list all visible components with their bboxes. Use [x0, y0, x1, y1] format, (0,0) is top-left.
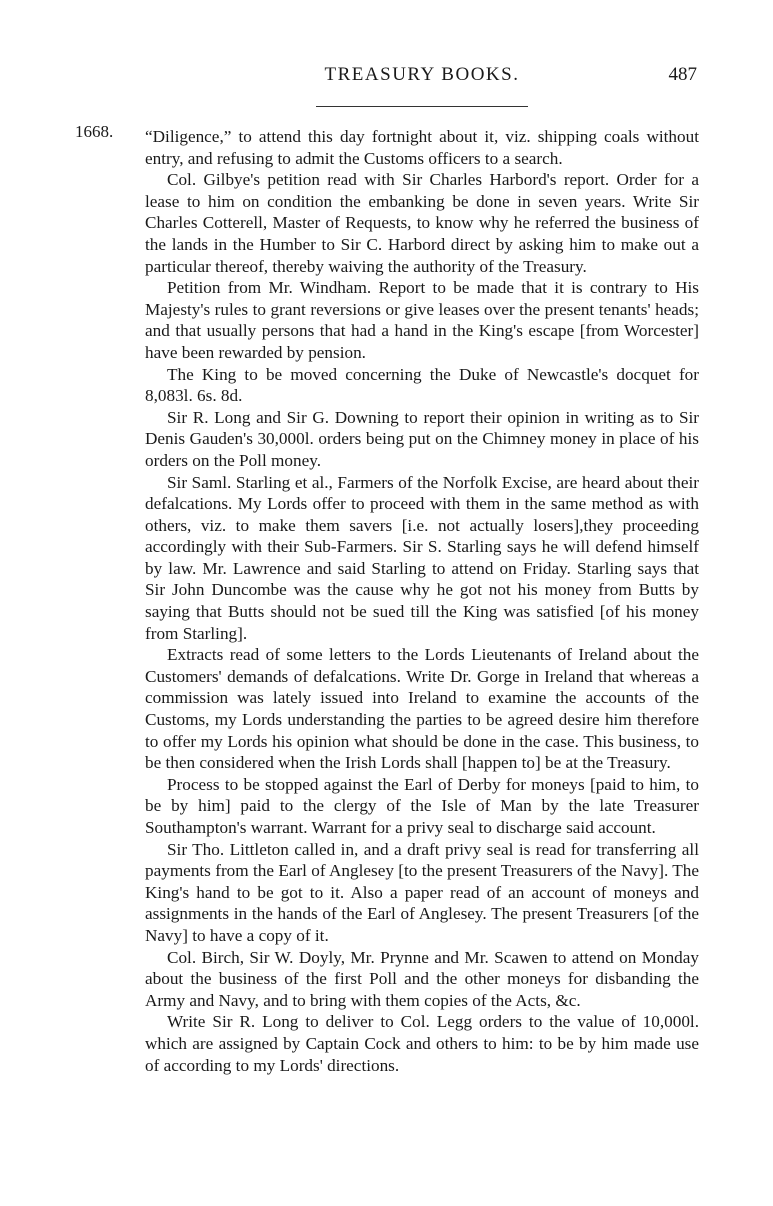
paragraph-gilbye-petition: Col. Gilbye's petition read with Sir Charles Harbord's report. Order for a lease to him on condition the embanking be done in seven years. Write Sir Charles Cotterell, Master of Requests, to know why he referred the business of the lands in the Humber to Sir C. Harbord direct by asking him to make out a particular thereof, thereby waiving the authority of the Treasury. — [145, 170, 699, 276]
margin-year: 1668. — [75, 122, 114, 141]
paragraph-starling-defalcations: Sir Saml. Starling et al., Farmers of the Norfolk Excise, are heard about their defalcations. My Lords offer to proceed with them in the same method as with others, viz. to make them savers [i.e. not actually losers],they proceeding accordingly with their Sub-Farmers. Sir S. Starling says he will defend himself by law. Mr. Lawrence and said Starling to attend on Friday. Starling says that Sir John Duncombe was the cause why he got not his money from Butts by saying that Butts should not be sued till the King was satisfied [of his money from Starling]. — [145, 472, 699, 643]
paragraph-diligence: “Diligence,” to attend this day fortnight about it, viz. shipping coals without entry, and refusing to admit the Customs officers to a search. — [145, 127, 699, 168]
paragraph-derby-process: Process to be stopped against the Earl of Derby for moneys [paid to him, to be by him] paid to the clergy of the Isle of Man by the late Treasurer Southampton's warrant. Warrant for a privy seal to discharge said account. — [145, 774, 699, 837]
body-text — [145, 126, 699, 1076]
paragraph-long-legg-orders: Write Sir R. Long to deliver to Col. Legg orders to the value of 10,000l. which are assigned by Captain Cock and others to him: to be by him made use of according to my Lords' directions. — [145, 1012, 699, 1075]
paragraph-gauden-orders: Sir R. Long and Sir G. Downing to report their opinion in writing as to Sir Denis Gauden's 30,000l. orders being put on the Chimney money in place of his orders on the Poll money. — [145, 407, 699, 470]
running-title: TREASURY BOOKS. — [324, 64, 520, 85]
paragraph-ireland-letters: Extracts read of some letters to the Lords Lieutenants of Ireland about the Customers' demands of defalcations. Write Dr. Gorge in Ireland that whereas a commission was lately issued into Ireland to examine the accounts of the Customs, my Lords understanding the parties to be agreed desire him therefore to offer my Lords his opinion what should be done in the case. This business, to be then considered when the Irish Lords shall [happen to] be at the Treasury. — [145, 645, 699, 773]
paragraph-windham-petition: Petition from Mr. Windham. Report to be made that it is contrary to His Majesty's rules to grant reversions or give leases over the present tenants' heads; and that usually persons that had a hand in the King's escape [from Worcester] have been rewarded by pension. — [145, 278, 699, 362]
paragraph-newcastle-docquet: The King to be moved concerning the Duke of Newcastle's docquet for 8,083l. 6s. 8d. — [145, 364, 699, 406]
page-number: 487 — [668, 64, 697, 85]
paragraph-birch-poll: Col. Birch, Sir W. Doyly, Mr. Prynne and Mr. Scawen to attend on Monday about the business of the first Poll and the other moneys for disbanding the Army and Navy, and to bring with them copies of the Acts, &c. — [145, 947, 699, 1010]
paragraph-littleton-privy-seal: Sir Tho. Littleton called in, and a draft privy seal is read for transferring all payments from the Earl of Anglesey [to the present Treasurers of the Navy]. The King's hand to be got to it. Also a paper read of an account of moneys and assignments in the hands of the Earl of Anglesey. The present Treasurers [of the Navy] to have a copy of it. — [145, 839, 699, 945]
header-rule — [316, 106, 528, 107]
running-head — [145, 64, 699, 88]
